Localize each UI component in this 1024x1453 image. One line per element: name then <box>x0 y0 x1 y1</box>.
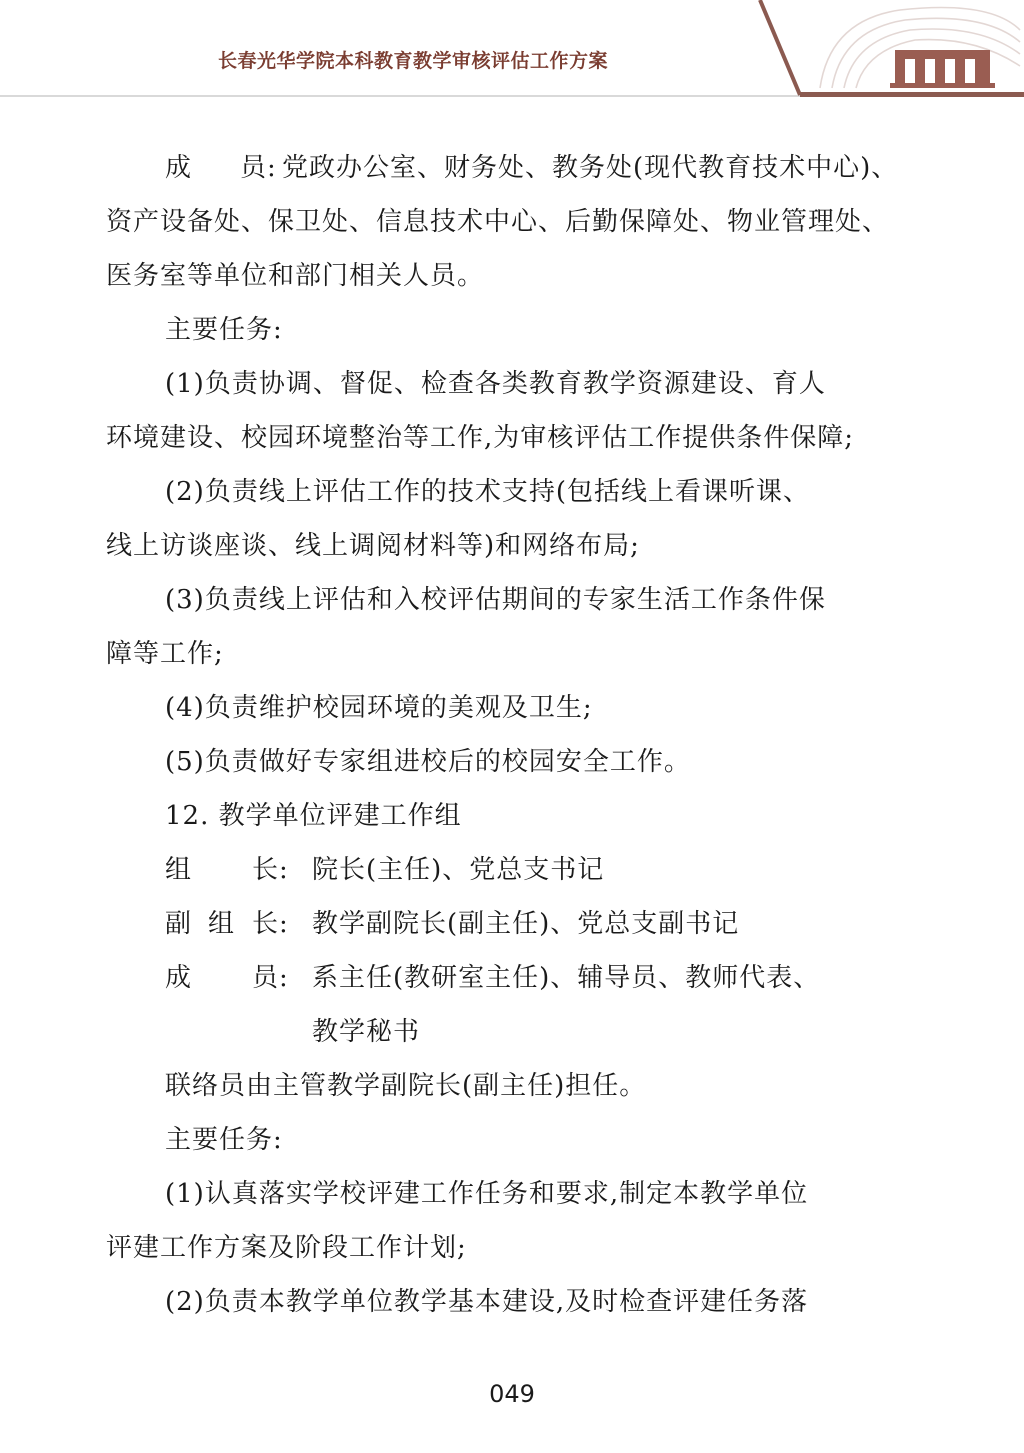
liaison-line: 联络员由主管教学副院长(副主任)担任。 <box>165 1071 647 1101</box>
tasks-heading: 主要任务: <box>165 315 283 345</box>
task2-item-1-line1: (1)认真落实学校评建工作任务和要求,制定本教学单位 <box>165 1179 809 1209</box>
members-label-char1: 成 <box>165 153 193 183</box>
task-item-3-line1: (3)负责线上评估和入校评估期间的专家生活工作条件保 <box>165 585 826 615</box>
leader-label-char1: 组 <box>165 855 193 885</box>
task-item-2-line1: (2)负责线上评估工作的技术支持(包括线上看课听课、 <box>165 477 810 507</box>
building-silhouette <box>890 50 995 88</box>
deputy-label-char3: 长: <box>252 909 289 939</box>
header-accent-bar <box>800 92 1024 97</box>
members-list-line1: 党政办公室、财务处、教务处(现代教育技术中心)、 <box>282 153 899 183</box>
task-item-2-line2: 线上访谈座谈、线上调阅材料等)和网络布局; <box>106 531 640 561</box>
group-members-value-line2: 教学秘书 <box>312 1017 421 1047</box>
tasks-heading-2: 主要任务: <box>165 1125 283 1155</box>
header-title: 长春光华学院本科教育教学审核评估工作方案 <box>218 50 609 72</box>
task-item-1-line1: (1)负责协调、督促、检查各类教育教学资源建设、育人 <box>165 369 826 399</box>
group-members-value-line1: 系主任(教研室主任)、辅导员、教师代表、 <box>312 963 821 993</box>
deputy-label-char2: 组 <box>208 909 236 939</box>
leader-label-char2: 长: <box>252 855 289 885</box>
task-item-5: (5)负责做好专家组进校后的校园安全工作。 <box>165 747 691 777</box>
members-label-char2: 员: <box>240 153 277 183</box>
task-item-4: (4)负责维护校园环境的美观及卫生; <box>165 693 593 723</box>
task-item-3-line2: 障等工作; <box>106 639 224 669</box>
task-item-1-line2: 环境建设、校园环境整治等工作,为审核评估工作提供条件保障; <box>106 423 855 453</box>
members-list-line3: 医务室等单位和部门相关人员。 <box>106 261 485 291</box>
deputy-value: 教学副院长(副主任)、党总支副书记 <box>312 909 740 939</box>
page-number: 049 <box>489 1380 535 1408</box>
section-12-title: 12. 教学单位评建工作组 <box>165 801 462 831</box>
task2-item-1-line2: 评建工作方案及阶段工作计划; <box>106 1233 467 1263</box>
group-members-label-char1: 成 <box>165 963 193 993</box>
task2-item-2-line1: (2)负责本教学单位教学基本建设,及时检查评建任务落 <box>165 1287 809 1317</box>
members-list-line2: 资产设备处、保卫处、信息技术中心、后勤保障处、物业管理处、 <box>106 207 890 237</box>
deputy-label-char1: 副 <box>165 909 193 939</box>
group-members-label-char2: 员: <box>252 963 289 993</box>
leader-value: 院长(主任)、党总支书记 <box>312 855 605 885</box>
